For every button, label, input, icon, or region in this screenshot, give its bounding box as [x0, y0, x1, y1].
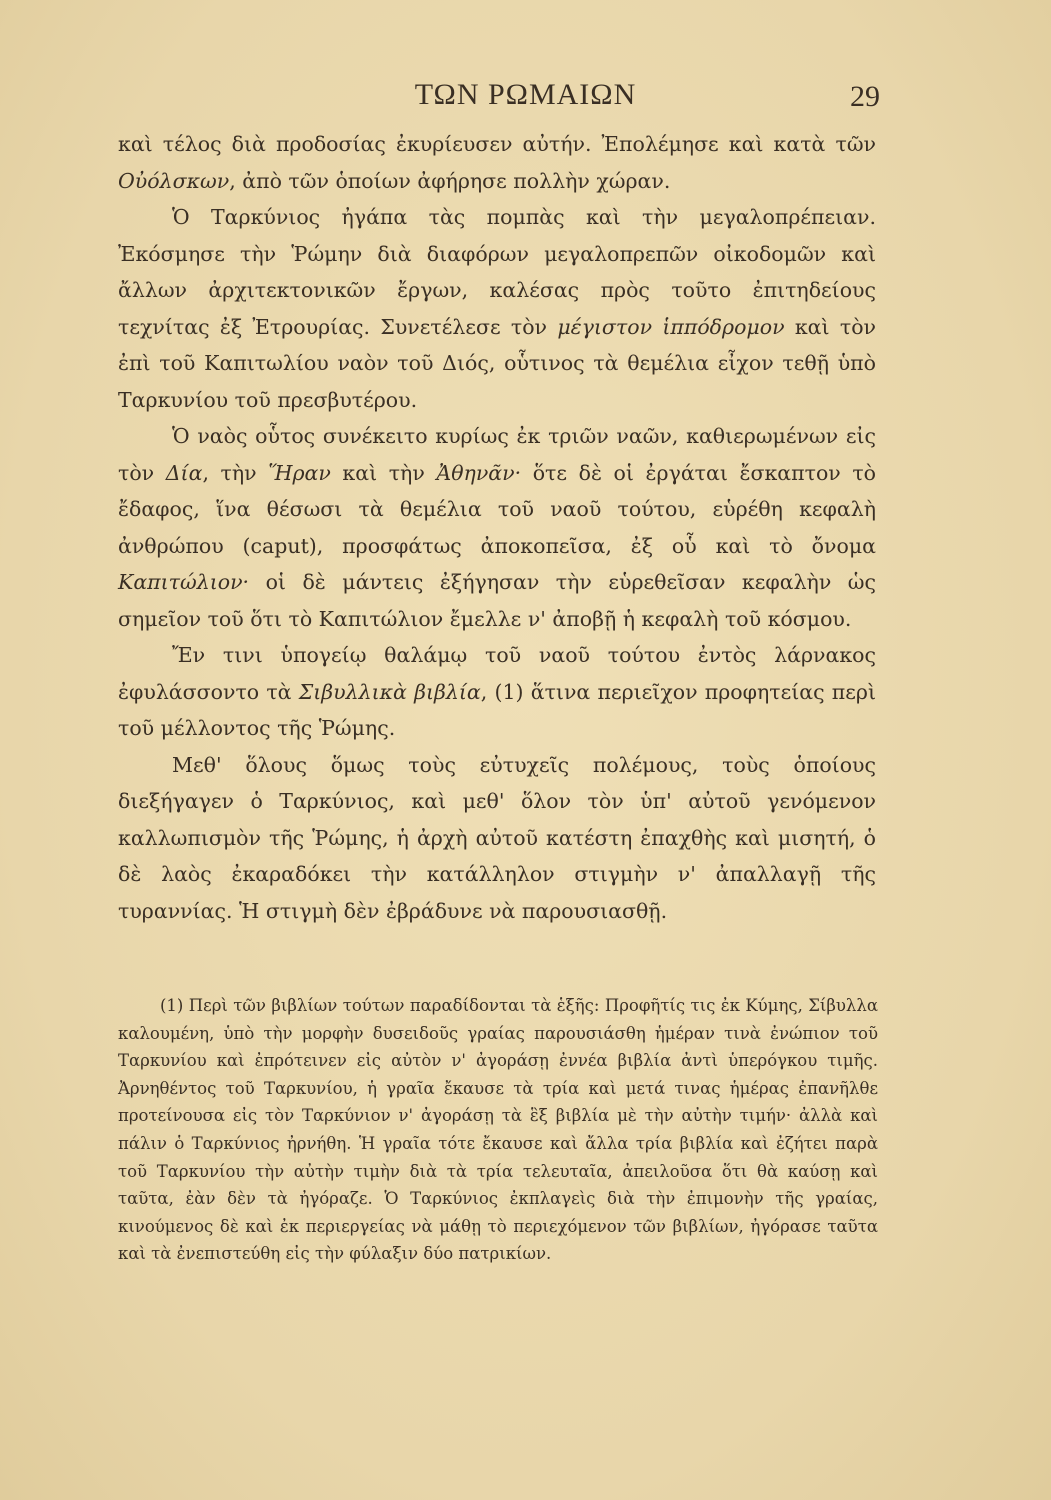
- paragraph-1-italic-volscians: Οὐόλσκων: [118, 168, 230, 193]
- paragraph-3-italic-hera: Ἥραν: [268, 460, 331, 485]
- paragraph-2-text-c: καὶ τὸν ἐπὶ τοῦ Καπιτωλίου ναὸν τοῦ Διός, οὗτινος τὰ θεμέλια εἶχον τεθῇ ὑπὸ Ταρκυνίου τοῦ πρεσβυτέρου.: [118, 314, 876, 412]
- main-text: [118, 126, 876, 929]
- paragraph-5: Μεθ' ὅλους ὅμως τοὺς εὐτυχεῖς πολέμους, τοὺς ὁποίους διεξήγαγεν ὁ Ταρκύνιος, καὶ μεθ' ὅλον τὸν ὑπ' αὐτοῦ γενόμενον καλλωπισμὸν τῆς Ῥώμης, ἡ ἀρχὴ αὐτοῦ κατέστη ἐπαχθὴς καὶ μισητή, ὁ δὲ λαὸς ἐκαραδόκει τὴν κατάλληλον στιγμὴν ν' ἀπαλλαγῇ τῆς τυραννίας. Ἡ στιγμὴ δὲν ἐβράδυνε νὰ παρουσιασθῇ.: [118, 752, 876, 923]
- paragraph-3-italic-dia: Δία: [165, 460, 203, 485]
- footnote: [118, 992, 878, 1268]
- running-header-title: ΤΩΝ ΡΩΜΑΙΩΝ: [414, 78, 637, 111]
- page-number: 29: [850, 80, 880, 113]
- paragraph-1-text-c: , ἀπὸ τῶν ὁποίων ἀφήρησε πολλὴν χώραν.: [229, 168, 671, 193]
- paragraph-1-text-a: καὶ τέλος διὰ προδοσίας ἐκυρίευσεν αὐτήν. Ἐπολέμησε καὶ κατὰ τῶν: [118, 132, 876, 156]
- paragraph-2-italic-hippodrome: μέγιστον ἱππόδρομον: [557, 314, 785, 339]
- paragraph-4-text-a: Ἔν τινι ὑπογείῳ θαλάμῳ τοῦ ναοῦ τούτου ἐντὸς λάρνακος ἐφυλάσσοντο τὰ: [118, 643, 876, 704]
- paragraph-3-text-a: Ὁ ναὸς οὗτος συνέκειτο κυρίως ἐκ τριῶν ναῶν, καθιερωμένων εἰς τὸν: [118, 424, 876, 485]
- paragraph-4: [118, 637, 876, 747]
- paragraph-3-text-i: οἱ δὲ μάντεις ἐξήγησαν τὴν εὑρεθεῖσαν κεφαλὴν ὡς σημεῖον τοῦ ὅτι τὸ Καπιτώλιον ἔμελλε ν' ἀποβῇ ἡ κεφαλὴ τοῦ κόσμου.: [118, 570, 876, 631]
- paragraph-4-italic-sibylline-books: Σιβυλλικὰ βιβλία: [298, 679, 481, 704]
- paragraph-2-text-a: Ὁ Ταρκύνιος ἠγάπα τὰς πομπὰς καὶ τὴν μεγαλοπρέπειαν. Ἐκόσμησε τὴν Ῥώμην διὰ διαφόρων μεγαλοπρεπῶν οἰκοδομῶν καὶ ἄλλων ἀρχιτεκτονικῶν ἔργων, καλέσας πρὸς τοῦτο ἐπιτηδείους τεχνίτας ἐξ Ἐτρουρίας. Συνετέλεσε τὸν: [118, 205, 876, 339]
- paragraph-3: [118, 418, 876, 637]
- paragraph-3-text-c: , τὴν: [202, 460, 269, 485]
- paragraph-3-italic-athena: Ἀθηνᾶν·: [436, 460, 522, 485]
- paragraph-4-text-c: , (1) ἅτινα περιεῖχον προφητείας περὶ τοῦ μέλλοντος τῆς Ῥώμης.: [118, 679, 876, 740]
- footnote-text: (1) Περὶ τῶν βιβλίων τούτων παραδίδονται τὰ ἑξῆς: Προφῆτίς τις ἐκ Κύμης, Σίβυλλα καλουμένη, ὑπὸ τὴν μορφὴν δυσειδοῦς γραίας παρουσιάσθη ἡμέραν τινὰ ἐνώπιον τοῦ Ταρκυνίου καὶ ἐπρότεινεν εἰς αὐτὸν ν' ἀγοράσῃ ἐννέα βιβλία ἀντὶ ὑπερόγκου τιμῆς. Ἀρνηθέντος τοῦ Ταρκυνίου, ἡ γραῖα ἔκαυσε τὰ τρία καὶ μετά τινας ἡμέρας ἐπανῆλθε προτείνουσα εἰς τὸν Ταρκύνιον ν' ἀγοράσῃ τὰ ἓξ βιβλία μὲ τὴν αὐτὴν τιμήν· ἀλλὰ καὶ πάλιν ὁ Ταρκύνιος ἠρνήθη. Ἡ γραῖα τότε ἔκαυσε καὶ ἄλλα τρία βιβλία καὶ ἐζήτει παρὰ τοῦ Ταρκυνίου τὴν αὐτὴν τιμὴν διὰ τὰ τρία τελευταῖα, ἀπειλοῦσα ὅτι θὰ καύσῃ καὶ ταῦτα, ἐὰν δὲν τὰ ἠγόραζε. Ὁ Ταρκύνιος ἐκπλαγεὶς διὰ τὴν ἐπιμονὴν τῆς γραίας, κινούμενος δὲ καὶ ἐκ περιεργείας νὰ μάθῃ τὸ περιεχόμενον τῶν βιβλίων, ἠγόρασε ταῦτα καὶ τὰ ἐνεπιστεύθη εἰς τὴν φύλαξιν δύο πατρικίων.: [118, 996, 878, 1264]
- paragraph-3-text-g: ὅτε δὲ οἱ ἐργάται ἔσκαπτον τὸ ἔδαφος, ἵνα θέσωσι τὰ θεμέλια τοῦ ναοῦ τούτου, εὑρέθη κεφαλὴ ἀνθρώπου (caput), προσφάτως ἀποκοπεῖσα, ἐξ οὗ καὶ τὸ ὄνομα: [118, 460, 877, 558]
- paragraph-2: [118, 199, 876, 418]
- paragraph-3-italic-capitolium: Καπιτώλιον·: [118, 570, 250, 594]
- paragraph-3-text-e: καὶ τὴν: [330, 460, 437, 485]
- paragraph-1: [118, 126, 876, 199]
